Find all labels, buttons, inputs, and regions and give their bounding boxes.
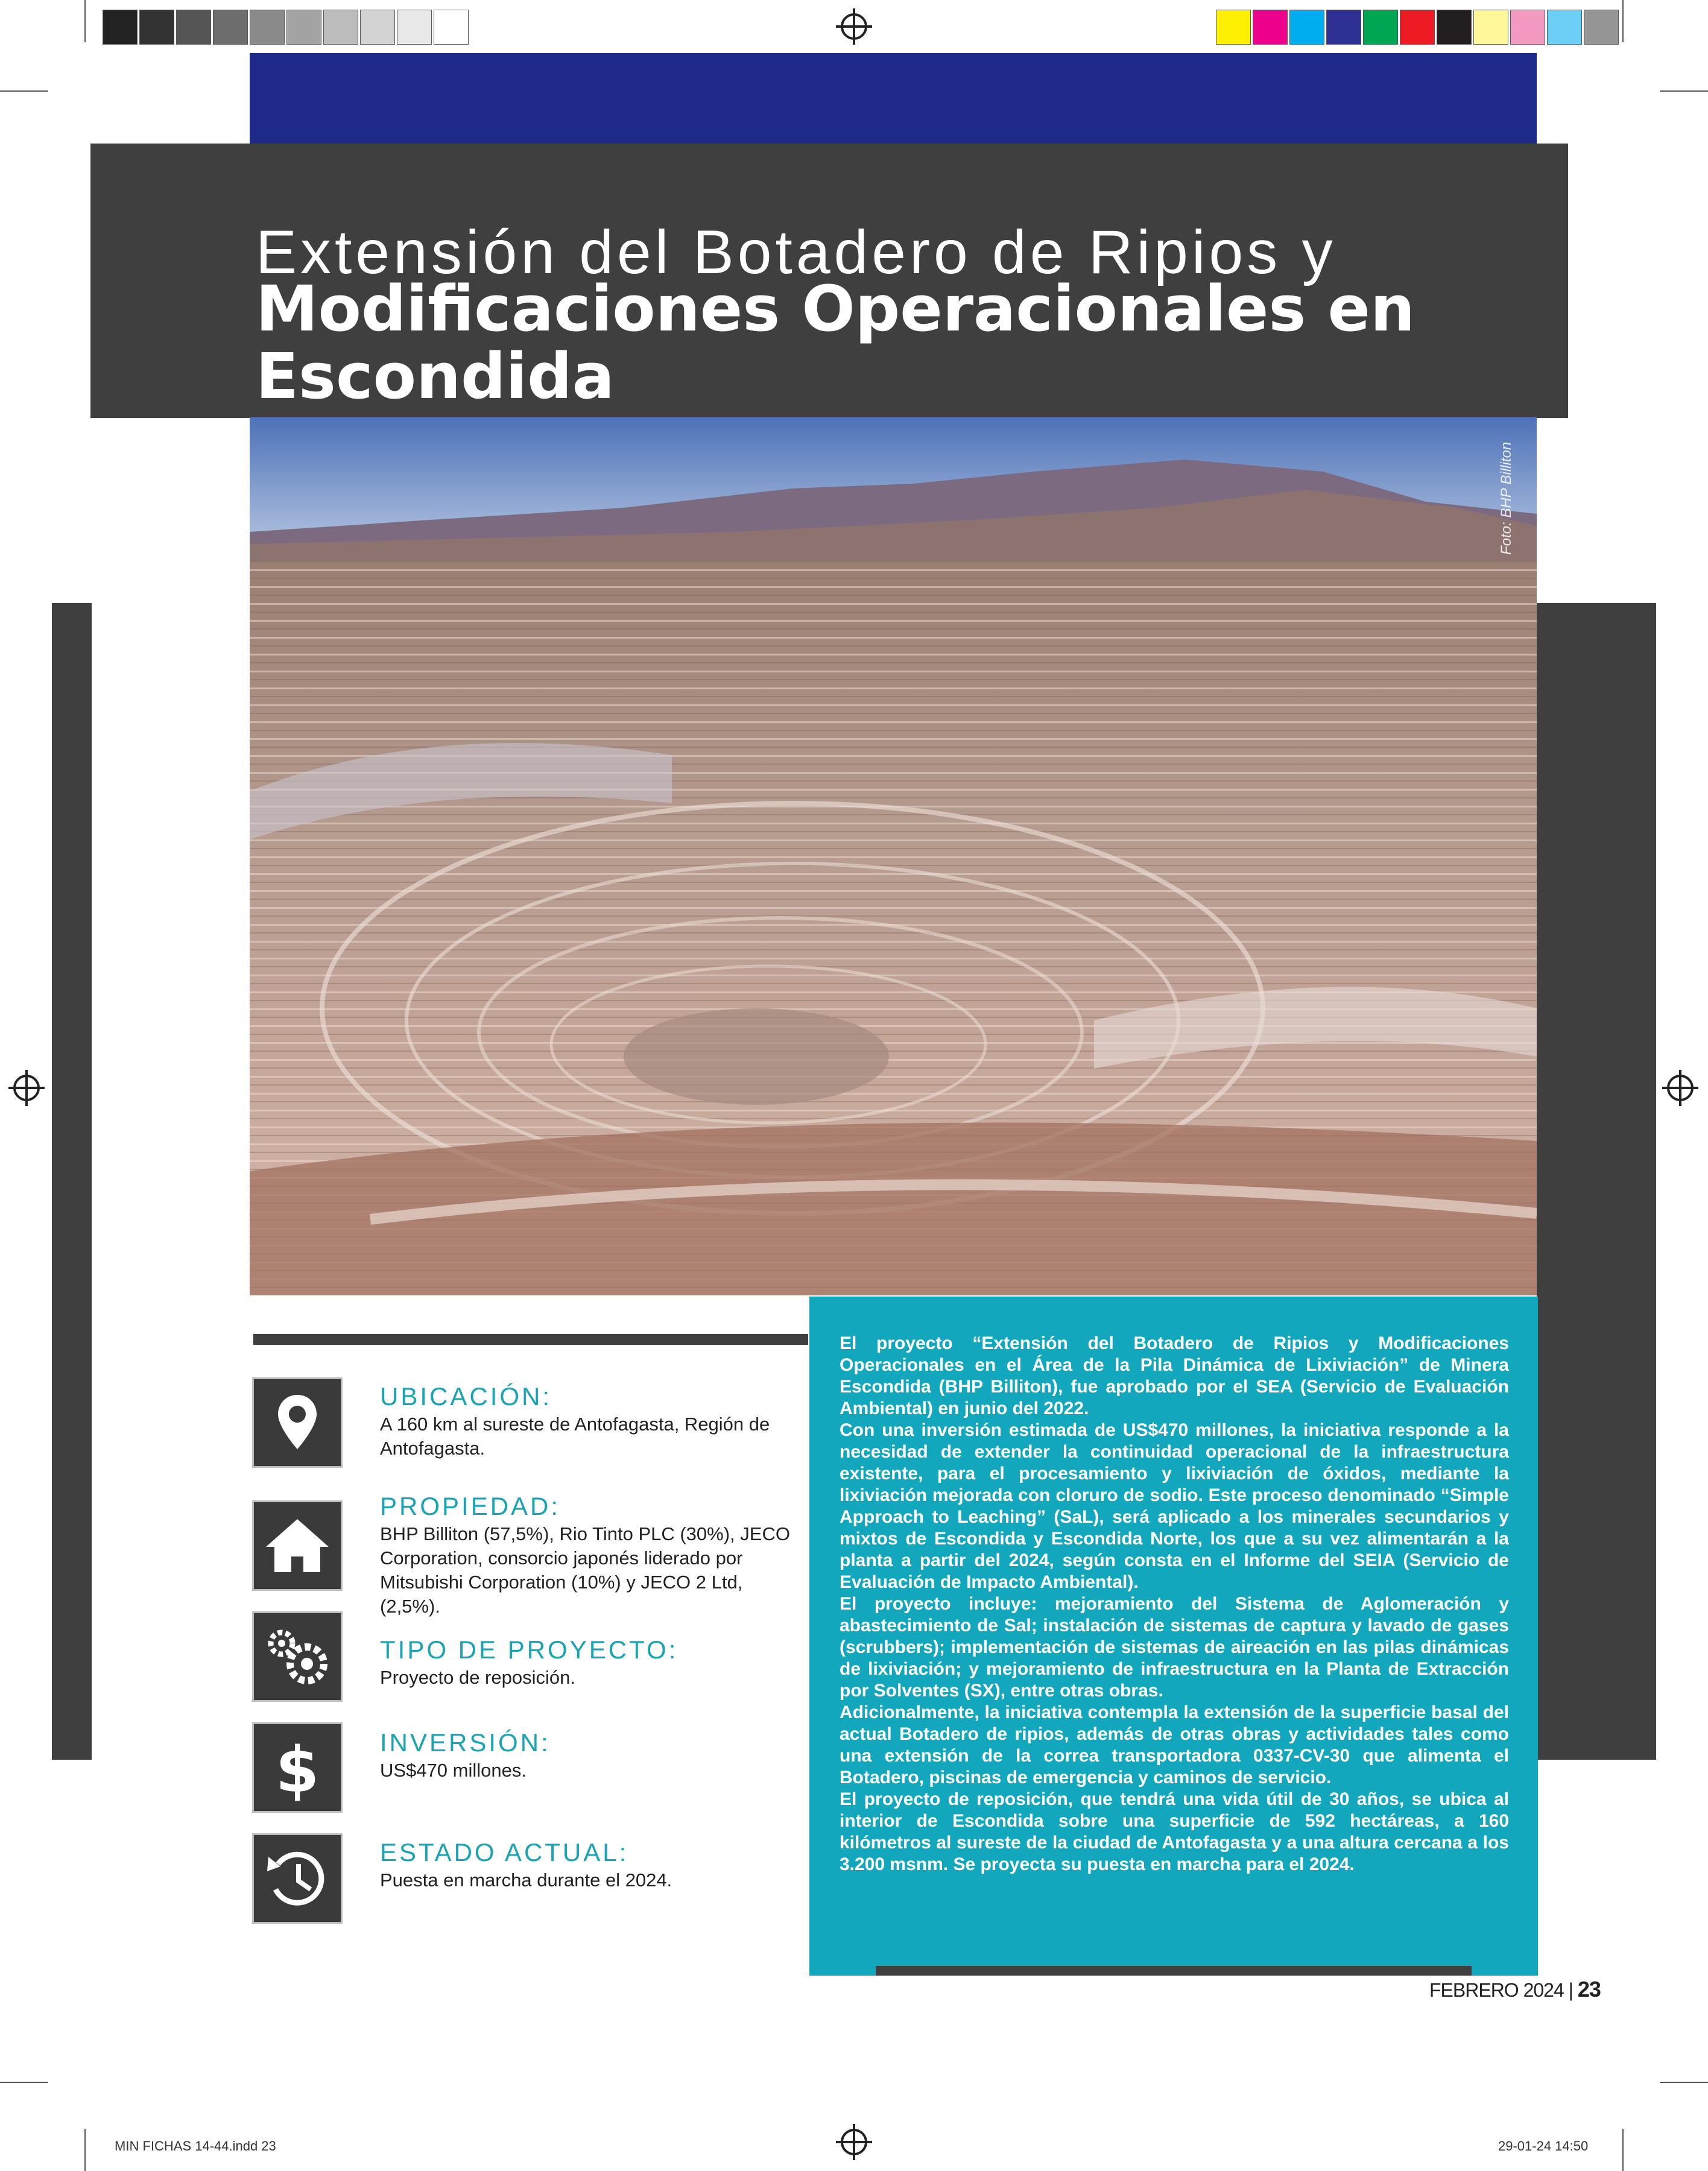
page-number: 23 (1577, 1977, 1601, 2002)
registration-mark-bottom (841, 2129, 867, 2155)
page-title-line1: Extensión del Botadero de Ripios y (256, 218, 1336, 286)
article-text-box (809, 1297, 1538, 1976)
fact-label-propiedad: PROPIEDAD: (380, 1492, 561, 1520)
svg-text:$: $ (275, 1733, 320, 1807)
fact-value-propiedad: BHP Billiton (57,5%), Rio Tinto PLC (30%), JECO Corporation, consorcio japonés liderado por Mitsubishi Corporation (10%) y JECO 2 Ltd, (2,5%). (380, 1523, 790, 1617)
registration-mark-top (841, 13, 867, 40)
process-color-bar (1216, 10, 1621, 45)
gears-icon (252, 1611, 343, 1702)
registration-mark-right (1667, 1075, 1694, 1101)
page-footer (1429, 1977, 1601, 2002)
fact-label-ubicacion: UBICACIÓN: (380, 1382, 552, 1411)
article-paragraph: Con una inversión estimada de US$470 millones, la iniciativa responde a la necesidad de extender la continuidad operacional de la infraestructura existente, para el procesamiento y lixiviación de óxidos, mediante la lixiviación mejorada con cloruro de sodio. Este proceso denominado “Simple Approach to Leaching” (SaL), será aplicado a los minerales secundarios y mixtos de Escondida y Escondida Norte, los que a su vez alimentarán a la planta a partir del 2024, según consta en el Informe del SEIA (Servicio de Evaluación de Impacto Ambiental). (840, 1420, 1509, 1592)
fact-label-inversion: INVERSIÓN: (380, 1728, 551, 1757)
location-pin-icon (252, 1377, 343, 1468)
print-slug-file: MIN FICHAS 14-44.indd 23 (115, 2138, 276, 2154)
crop-mark (0, 2082, 48, 2083)
fact-value-inversion: US$470 millones. (380, 1760, 527, 1781)
fact-value-tipo-proyecto: Proyecto de reposición. (380, 1667, 575, 1688)
dollar-icon (252, 1722, 343, 1813)
footer-separator: | (1568, 1979, 1573, 2001)
facts-top-rule (253, 1334, 808, 1345)
crop-mark (84, 2129, 86, 2171)
fact-label-estado-actual: ESTADO ACTUAL: (380, 1838, 629, 1866)
fact-value-estado-actual: Puesta en marcha durante el 2024. (380, 1869, 672, 1891)
page-title-line2: Modificaciones Operacionales en Escondida (256, 272, 1415, 413)
print-slug-datetime: 29-01-24 14:50 (1498, 2138, 1589, 2154)
grayscale-color-bar (103, 10, 470, 45)
article-body (840, 1333, 1509, 1876)
left-side-bar (52, 603, 92, 1760)
article-paragraph: Adicionalmente, la iniciativa contempla la extensión de la superficie basal del actual Botadero de ripios, además de otras obras y actividades tales como una extensión de la correa transportadora 0337-CV-30 que alimenta el Botadero, piscinas de emergencia y caminos de servicio. (840, 1702, 1509, 1787)
registration-mark-left (13, 1075, 40, 1101)
mine-photo (250, 417, 1537, 1295)
crop-mark (1622, 2129, 1624, 2171)
article-paragraph: El proyecto incluye: mejoramiento del Sistema de Aglomeración y abastecimiento de Sal; instalación de sistemas de captura y lavado de gases (scrubbers); implementación de sistemas de aireación en las pilas dinámicas de lixiviación; y mejoramiento de infraestructura en la Planta de Extracción por Solventes (SX), entre otras obras. (840, 1594, 1509, 1701)
article-paragraph: El proyecto de reposición, que tendrá una vida útil de 30 años, se ubica al interior de Escondida sobre una superficie de 592 hectáreas, a 160 kilómetros al sureste de la ciudad de Antofagasta y a una altura cercana a los 3.200 msnm. Se proyecta su puesta en marcha para el 2024. (840, 1789, 1509, 1874)
house-icon (252, 1500, 343, 1591)
right-side-bar (1537, 603, 1656, 1760)
crop-mark (1660, 2082, 1708, 2083)
article-paragraph: El proyecto “Extensión del Botadero de Ripios y Modificaciones Operacionales en el Área de la Pila Dinámica de Lixiviación” de Minera Escondida (BHP Billiton), fue aprobado por el SEA (Servicio de Evaluación Ambiental) en junio del 2022. (840, 1333, 1509, 1418)
crop-mark (1660, 90, 1708, 92)
fact-label-tipo-proyecto: TIPO DE PROYECTO: (380, 1635, 678, 1664)
crop-mark (1622, 0, 1624, 42)
header-blue-band (250, 53, 1537, 144)
photo-credit: Foto: BHP Billiton (1498, 441, 1514, 555)
fact-value-ubicacion: A 160 km al sureste de Antofagasta, Región de Antofagasta. (380, 1414, 770, 1459)
footer-issue: FEBRERO 2024 (1429, 1979, 1564, 2001)
crop-mark (0, 90, 48, 92)
crop-mark (84, 0, 86, 42)
text-box-bottom-rule (876, 1966, 1472, 1976)
history-clock-icon (252, 1833, 343, 1924)
